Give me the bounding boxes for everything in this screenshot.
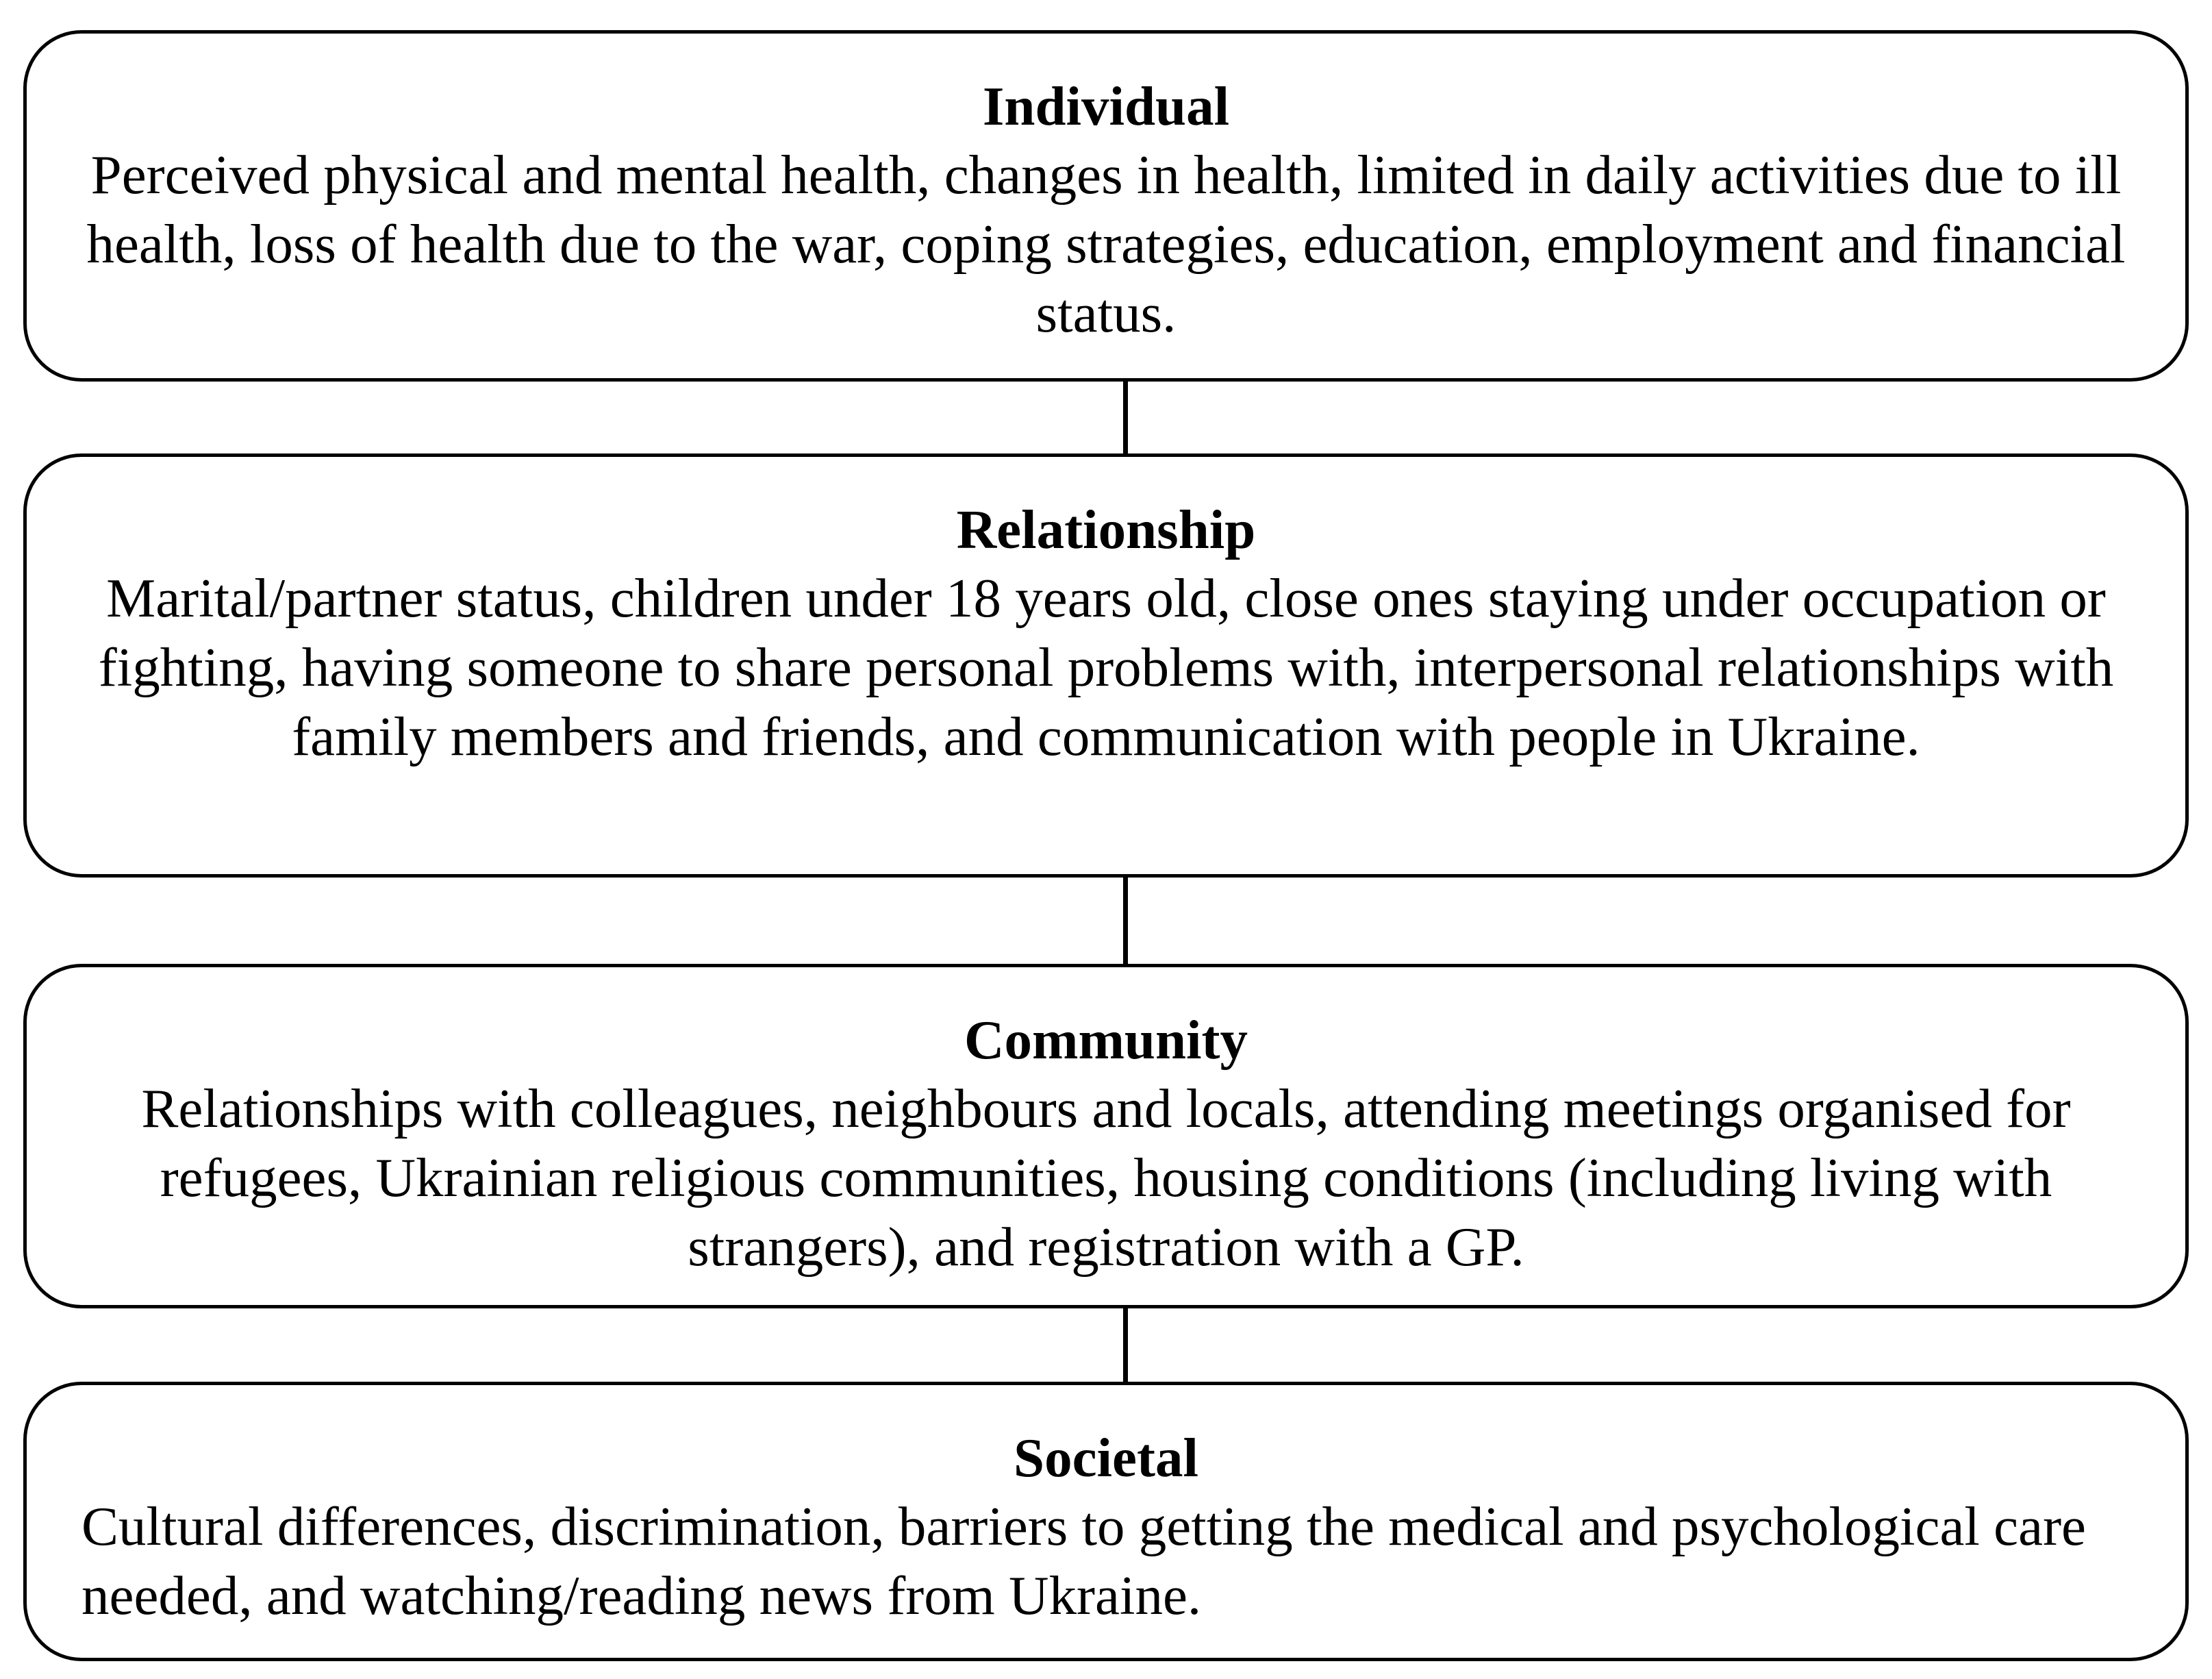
relationship-level-description: Marital/partner status, children under 18 years old, close ones staying under occupation or fighting, having someone to share personal problems with, interpersonal relationships with family members and friends, and communication with people in Ukraine.	[98, 567, 2114, 767]
individual-level-title: Individual	[982, 75, 1230, 137]
connector-line	[1123, 1308, 1128, 1382]
community-level-title: Community	[964, 1009, 1248, 1071]
community-level-box	[23, 964, 2189, 1308]
societal-level-title: Societal	[1014, 1427, 1198, 1489]
relationship-level-box	[23, 453, 2189, 878]
connector-line	[1123, 878, 1128, 964]
individual-level-box	[23, 30, 2189, 382]
societal-level-description: Cultural differences, discrimination, barriers to getting the medical and psychological care needed, and watching/reading news from Ukraine.	[81, 1495, 2086, 1626]
relationship-level-title: Relationship	[956, 499, 1256, 560]
connector-line	[1123, 382, 1128, 453]
community-level-description: Relationships with colleagues, neighbours and locals, attending meetings organised for refugees, Ukrainian religious communities, housing conditions (including living with strangers), and registration with a GP.	[141, 1078, 2071, 1278]
societal-level-box	[23, 1382, 2189, 1661]
individual-level-description: Perceived physical and mental health, changes in health, limited in daily activities due to ill health, loss of health due to the war, coping strategies, education, employment and financial status.	[86, 144, 2126, 344]
